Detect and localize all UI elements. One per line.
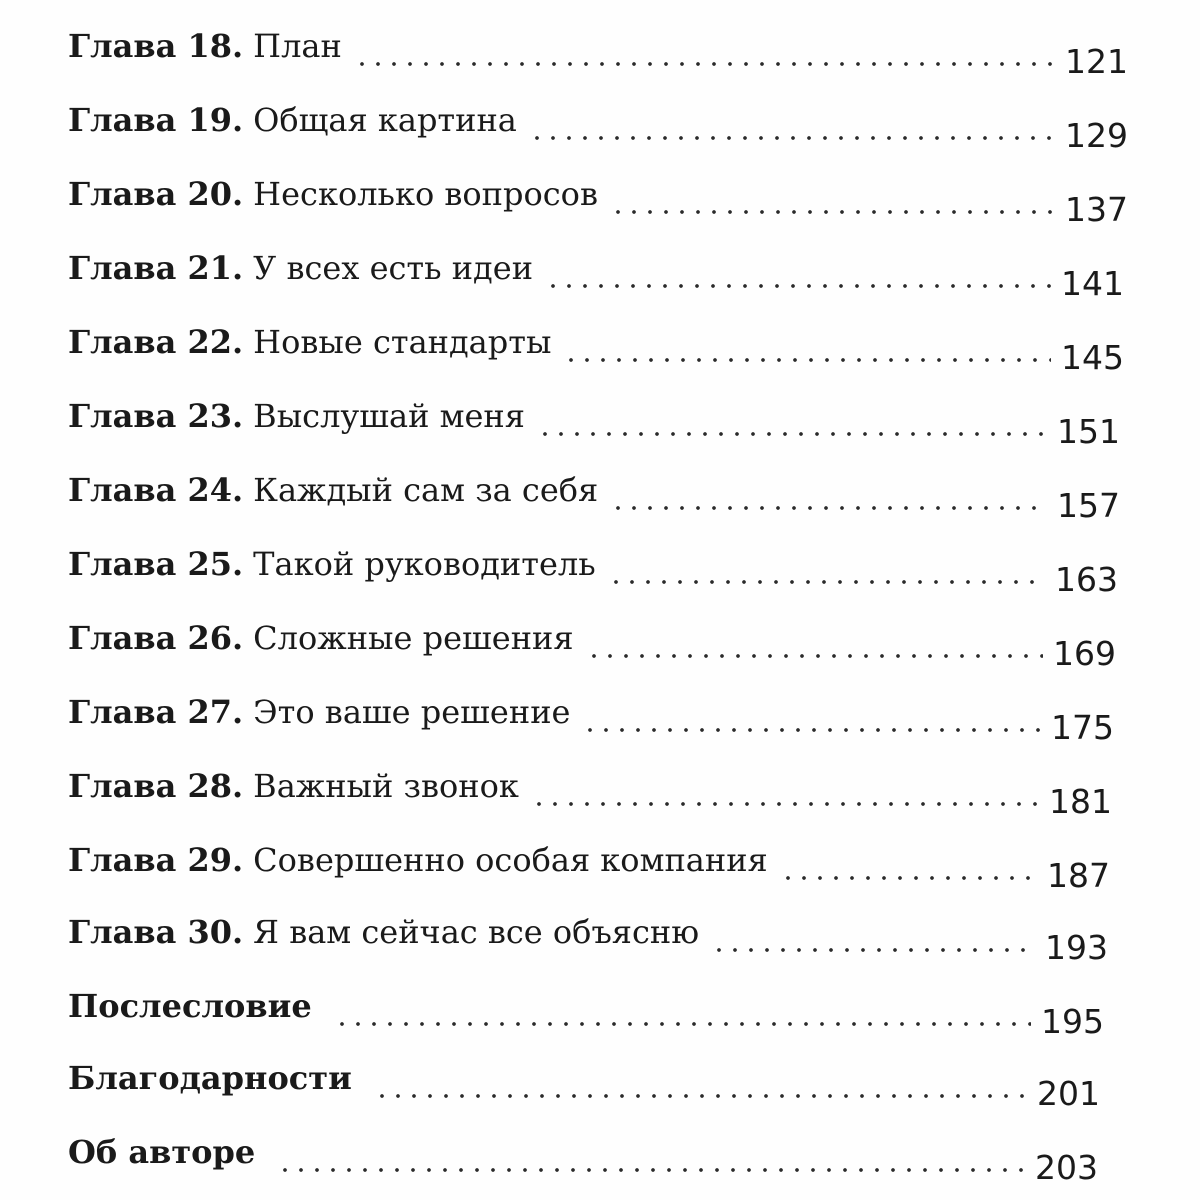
dot-leader bbox=[610, 506, 1047, 510]
chapter-label: Глава 25. bbox=[68, 545, 244, 583]
chapter-label: Глава 28. bbox=[68, 767, 244, 805]
entry-title bbox=[68, 101, 517, 154]
toc-entry-chapter-22[interactable] bbox=[68, 316, 1124, 376]
entry-title bbox=[68, 545, 596, 598]
dot-leader bbox=[582, 728, 1041, 732]
entry-title bbox=[68, 767, 519, 820]
toc-entry-chapter-30[interactable] bbox=[68, 906, 1108, 966]
page-number: 157 bbox=[1057, 486, 1120, 525]
chapter-name: Важный звонок bbox=[253, 767, 519, 805]
dot-leader bbox=[780, 876, 1037, 880]
page-number: 201 bbox=[1037, 1074, 1100, 1113]
dot-leader bbox=[608, 580, 1045, 584]
chapter-label: Глава 18. bbox=[68, 27, 244, 65]
chapter-name: Выслушай меня bbox=[253, 397, 525, 435]
chapter-label: Глава 26. bbox=[68, 619, 244, 657]
chapter-name: План bbox=[253, 27, 342, 65]
chapter-name: Несколько вопросов bbox=[253, 175, 598, 213]
chapter-name: Новые стандарты bbox=[253, 323, 552, 361]
toc-entry-acknowledgements[interactable] bbox=[68, 1052, 1100, 1112]
chapter-label: Глава 27. bbox=[68, 693, 244, 731]
chapter-name: Общая картина bbox=[253, 101, 517, 139]
toc-entry-chapter-24[interactable] bbox=[68, 464, 1120, 524]
page-number: 145 bbox=[1061, 338, 1124, 377]
dot-leader bbox=[610, 210, 1055, 214]
chapter-label: Глава 21. bbox=[68, 249, 244, 287]
entry-title bbox=[68, 1133, 265, 1186]
page-number: 181 bbox=[1049, 782, 1112, 821]
chapter-name: Каждый сам за себя bbox=[253, 471, 599, 509]
entry-title bbox=[68, 397, 525, 450]
chapter-name: Сложные решения bbox=[253, 619, 574, 657]
dot-leader bbox=[334, 1022, 1031, 1026]
entry-title bbox=[68, 471, 599, 524]
toc-entry-chapter-23[interactable] bbox=[68, 390, 1120, 450]
section-label: Благодарности bbox=[68, 1059, 352, 1097]
section-label: Послесловие bbox=[68, 987, 312, 1025]
chapter-label: Глава 29. bbox=[68, 841, 244, 879]
toc-entry-afterword[interactable] bbox=[68, 980, 1104, 1040]
page-number: 169 bbox=[1053, 634, 1116, 673]
page-number: 151 bbox=[1057, 412, 1120, 451]
entry-title bbox=[68, 27, 342, 80]
entry-title bbox=[68, 323, 552, 376]
chapter-label: Глава 20. bbox=[68, 175, 244, 213]
dot-leader bbox=[711, 948, 1035, 952]
section-label: Об авторе bbox=[68, 1133, 256, 1171]
toc-entry-chapter-18[interactable] bbox=[68, 20, 1128, 80]
page-number: 187 bbox=[1047, 856, 1110, 895]
dot-leader bbox=[277, 1168, 1025, 1172]
toc-entry-chapter-20[interactable] bbox=[68, 168, 1128, 228]
page-number: 137 bbox=[1065, 190, 1128, 229]
chapter-name: Совершенно особая компания bbox=[253, 841, 768, 879]
chapter-name: У всех есть идеи bbox=[253, 249, 534, 287]
dot-leader bbox=[586, 654, 1043, 658]
entry-title bbox=[68, 249, 534, 302]
page-number: 203 bbox=[1035, 1148, 1098, 1187]
page-number: 129 bbox=[1065, 116, 1128, 155]
toc-entry-chapter-21[interactable] bbox=[68, 242, 1124, 302]
page-number: 121 bbox=[1065, 42, 1128, 81]
chapter-label: Глава 24. bbox=[68, 471, 244, 509]
entry-title bbox=[68, 1059, 362, 1112]
toc-entry-chapter-26[interactable] bbox=[68, 612, 1116, 672]
chapter-label: Глава 23. bbox=[68, 397, 244, 435]
page-number: 163 bbox=[1055, 560, 1118, 599]
toc-entry-chapter-28[interactable] bbox=[68, 760, 1112, 820]
toc-entry-about-author[interactable] bbox=[68, 1126, 1098, 1186]
page-number: 193 bbox=[1045, 928, 1108, 967]
entry-title bbox=[68, 619, 574, 672]
dot-leader bbox=[545, 284, 1051, 288]
chapter-name: Это ваше решение bbox=[253, 693, 571, 731]
dot-leader bbox=[529, 136, 1055, 140]
page-number: 141 bbox=[1061, 264, 1124, 303]
chapter-label: Глава 30. bbox=[68, 913, 244, 951]
page-number: 175 bbox=[1051, 708, 1114, 747]
dot-leader bbox=[537, 432, 1047, 436]
entry-title bbox=[68, 175, 598, 228]
dot-leader bbox=[563, 358, 1051, 362]
toc-entry-chapter-19[interactable] bbox=[68, 94, 1128, 154]
chapter-name: Такой руководитель bbox=[253, 545, 596, 583]
entry-title bbox=[68, 913, 700, 966]
chapter-name: Я вам сейчас все объясню bbox=[253, 913, 700, 951]
entry-title bbox=[68, 693, 571, 746]
page-number: 195 bbox=[1041, 1002, 1104, 1041]
dot-leader bbox=[374, 1094, 1027, 1098]
dot-leader bbox=[531, 802, 1039, 806]
toc-entry-chapter-25[interactable] bbox=[68, 538, 1118, 598]
chapter-label: Глава 22. bbox=[68, 323, 244, 361]
chapter-label: Глава 19. bbox=[68, 101, 244, 139]
toc-entry-chapter-27[interactable] bbox=[68, 686, 1114, 746]
dot-leader bbox=[354, 62, 1055, 66]
entry-title bbox=[68, 841, 768, 894]
entry-title bbox=[68, 987, 322, 1040]
toc-entry-chapter-29[interactable] bbox=[68, 834, 1110, 894]
